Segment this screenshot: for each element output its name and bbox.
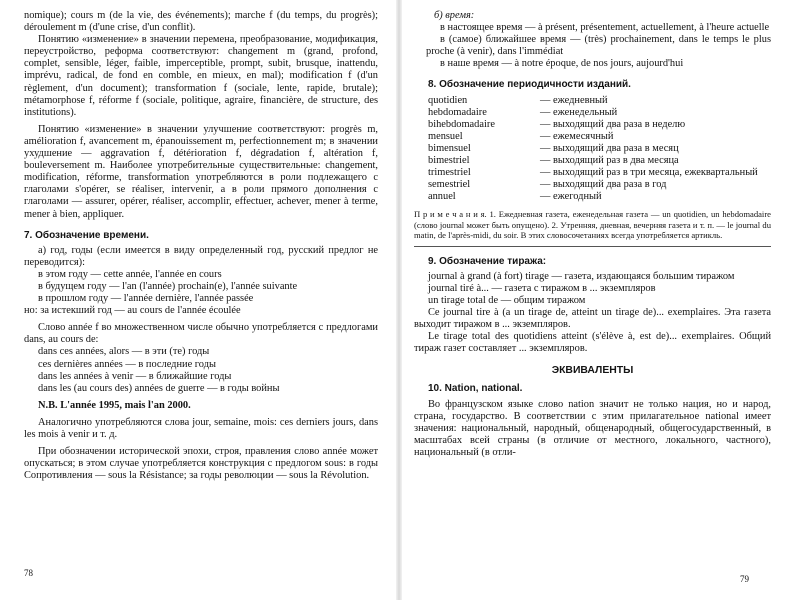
right-page (402, 0, 793, 600)
subsection-label: б) время: (434, 10, 475, 21)
paragraph: Понятию «изменение» в значении перемена, преобразование, модификация, переустройство, реформа соответствуют: changement m (grand, profond, complet, sensible, léger, faible, imperceptible, prompt, subit, brusque, inattendu, imprévu, radical, de fond en comble, en mieux, en mal); modification f (d'un règlement, d'un document); transformation f (sociale, lente, rapide, brutale); métamorphose f, réforme f (sociale, politique, agraire, financière, de structure, des institutions). (24, 34, 378, 118)
equivalents-heading: ЭКВИВАЛЕНТЫ (551, 365, 634, 377)
periodicity-term: annuel (428, 191, 456, 203)
periodicity-meaning: — выходящий раз в два месяца (540, 155, 679, 167)
section-heading-9: 9. Обозначение тиража: (428, 255, 547, 267)
periodicity-row (428, 95, 758, 107)
paragraph: Слово année f во множественном числе обычно употребляется с предлогами dans, au cours de: (24, 322, 378, 346)
left-page (0, 0, 394, 600)
section-heading-8: 8. Обозначение периодичности изданий. (428, 79, 631, 91)
periodicity-row (428, 107, 758, 119)
periodicity-term: quotidien (428, 94, 468, 106)
paragraph: Le tirage total des quotidiens atteint (s'élève à, est de)... exemplaires. Общий тираж газет составляет ... экземпляров. (414, 331, 771, 355)
list-item: journal à grand (à fort) tirage — газета, издающаяся большим тиражом (428, 270, 735, 282)
list-item: un tirage total de — общим тиражом (428, 294, 586, 306)
periodicity-meaning: — ежегодный (540, 191, 602, 203)
periodicity-term: trimestriel (428, 167, 471, 179)
page-number-right: 79 (740, 574, 749, 584)
periodicity-term: mensuel (428, 130, 463, 142)
paragraph: При обозначении исторической эпохи, строя, правления слово année может опускаться; в этом случае употребляется конструкция с предлогом sous: в годы Сопротивления — sous la Résistance; за годы революции — sous la Révolution. (24, 446, 378, 482)
periodicity-term: hebdomadaire (428, 106, 487, 118)
paragraph: Во французском языке слово nation значит не только нация, но и народ, страна, государство. В соответствии с этим прилагательное national имеет значения: национальный, народный, общенародный, общегосударственный, в масштабах всей страны (в отличие от местного, локального, частного), национальный (в отли- (414, 398, 771, 458)
periodicity-row (428, 131, 758, 143)
section-heading-7: 7. Обозначение времени. (24, 229, 149, 241)
periodicity-row (428, 155, 758, 167)
list-item: dans ces années, alors — в эти (те) годы (38, 346, 210, 358)
periodicity-row (428, 167, 758, 179)
periodicity-meaning: — выходящий два раза в год (540, 179, 667, 191)
list-item: в (самое) ближайшее время — (très) prochainement, dans le temps le plus proche (à venir), dans l'immédiat (426, 34, 771, 58)
paragraph: Понятию «изменение» в значении улучшение соответствуют: progrès m, amélioration f, avancement m, épanouissement m, perfectionnement m; в значении ухудшение — aggravation f, détérioration f, dégradation f, altération f, bouleversement m. Наиболее употребительные существительные: changement, modification, réforme, transformation употребляются в роли подлежащего с глаголами s'opérer, se réaliser, intervenir, а в роли прямого дополнения с глаголами — assurer, opérer, réaliser, accomplir, effectuer, achever, mener à terme, mener à bien, appliquer. (24, 123, 378, 220)
divider (414, 246, 771, 247)
periodicity-row (428, 119, 758, 131)
list-item: в наше время — à notre époque, de nos jours, aujourd'hui (440, 58, 684, 70)
periodicity-meaning: — выходящий раз в три месяца, ежеквартальный (540, 167, 758, 179)
list-item: journal tiré à... — газета с тиражом в ... экземпляров (428, 282, 656, 294)
list-item: в прошлом году — l'année dernière, l'année passée (38, 293, 254, 305)
list-item: dans les années à venir — в ближайшие годы (38, 370, 232, 382)
periodicity-term: bimestriel (428, 155, 470, 167)
periodicity-meaning: — еженедельный (540, 106, 618, 118)
section-heading-10: 10. Nation, national. (428, 383, 523, 395)
list-item: dans les (au cours des) années de guerre — в годы войны (38, 382, 280, 394)
list-item: в будущем году — l'an (l'année) prochain(e), l'année suivante (38, 280, 298, 292)
periodicity-term: bihebdomadaire (428, 118, 495, 130)
note: П р и м е ч а н и я. 1. Ежедневная газета, еженедельная газета — un quotidien, un hebdomadaire (слово journal может быть опущено). 2. Утренняя, дневная, вечерняя газета и т. п. — le journal du matin, de l'après-midi, du soir. В этих словосочетаниях всегда употребляется артикль. (414, 209, 771, 241)
periodicity-row (428, 191, 758, 203)
periodicity-meaning: — выходящий два раза в неделю (540, 118, 686, 130)
periodicity-row (428, 143, 758, 155)
list-item: ces dernières années — в последние годы (38, 358, 216, 370)
list-item: в настоящее время — à présent, présentement, actuellement, à l'heure actuelle (440, 22, 770, 34)
paragraph: Ce journal tire à (a un tirage de, atteint un tirage de)... exemplaires. Эта газета выходит тиражом в ... экземпляров. (414, 307, 771, 331)
list-item: но: за истекший год — au cours de l'année écoulée (24, 305, 241, 317)
periodicity-row (428, 179, 758, 191)
list-item: в этом году — cette année, l'année en cours (38, 268, 222, 280)
periodicity-term: bimensuel (428, 142, 471, 154)
periodicity-table (428, 95, 758, 204)
nota-bene: N.B. L'année 1995, mais l'an 2000. (38, 399, 191, 411)
periodicity-meaning: — ежедневный (540, 94, 608, 106)
paragraph: а) год, годы (если имеется в виду определенный год, русский предлог не переводится): (24, 244, 378, 268)
paragraph: nomique); cours m (de la vie, des événements); marche f (du temps, du progrès); déroulement m (d'une crise, d'un conflit). (24, 10, 378, 34)
page-number-left: 78 (24, 568, 33, 578)
paragraph: Аналогично употребляются слова jour, semaine, mois: ces derniers jours, dans les mois à venir и т. д. (24, 416, 378, 440)
periodicity-meaning: — выходящий два раза в месяц (540, 142, 679, 154)
periodicity-meaning: — ежемесячный (540, 130, 614, 142)
periodicity-term: semestriel (428, 179, 471, 191)
